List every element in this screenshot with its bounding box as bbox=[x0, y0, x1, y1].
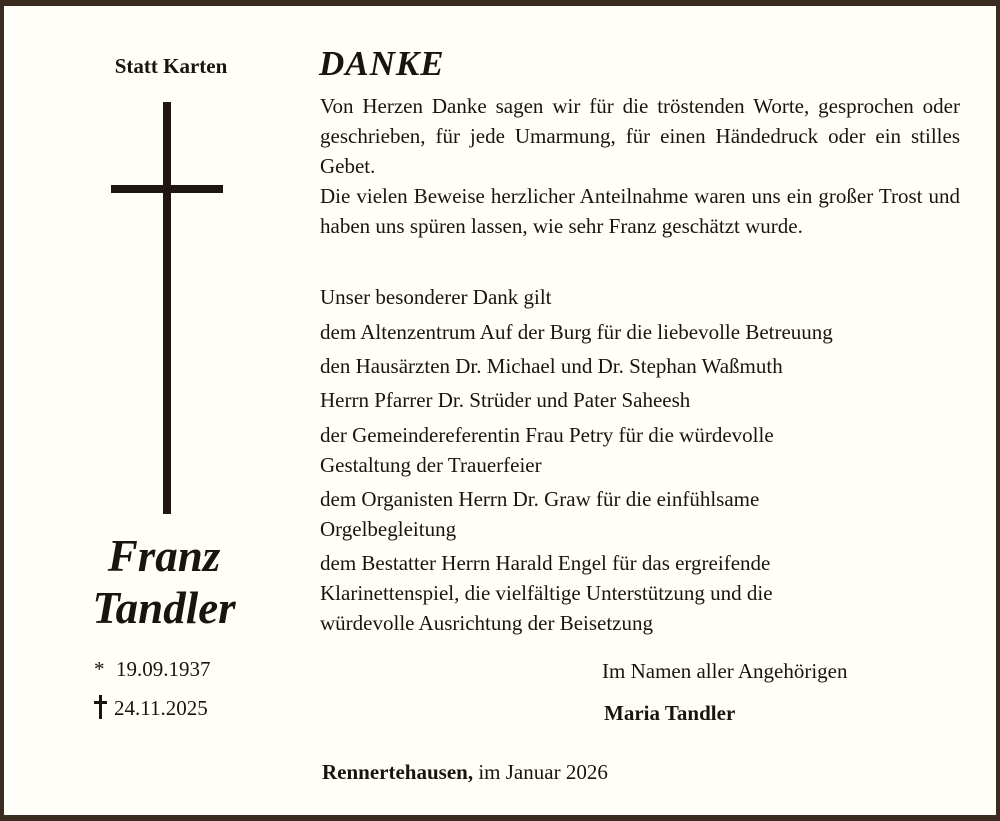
birth-date: 19.09.1937 bbox=[116, 657, 211, 681]
thanks-item-line: Herrn Pfarrer Dr. Strüder und Pater Saheesh bbox=[320, 388, 691, 412]
thanks-item-line: dem Bestatter Herrn Harald Engel für das ergreifende bbox=[320, 551, 771, 575]
thanks-item bbox=[320, 548, 773, 638]
statt-karten-label: Statt Karten bbox=[114, 54, 228, 78]
thanks-item bbox=[320, 385, 690, 415]
date-text: im Januar 2026 bbox=[478, 760, 608, 784]
signer-name: Maria Tandler bbox=[604, 701, 736, 725]
birth-date-line bbox=[94, 657, 211, 682]
thanks-paragraph-2: Die vielen Beweise herzlicher Anteilnahme waren uns ein großer Trost und haben uns spüren lassen, wie sehr Franz geschätzt wurde. bbox=[320, 184, 960, 238]
thanks-item bbox=[320, 484, 759, 544]
thanks-item-line: würdevolle Ausrichtung der Beisetzung bbox=[320, 611, 654, 635]
thanks-item bbox=[320, 317, 833, 347]
thanks-intro: Unser besonderer Dank gilt bbox=[320, 285, 552, 309]
cross-icon bbox=[163, 102, 171, 514]
thanks-item bbox=[320, 351, 783, 381]
thanks-item-line: dem Organisten Herrn Dr. Graw für die einfühlsame bbox=[320, 487, 760, 511]
place-date-line bbox=[322, 760, 608, 785]
thanks-item-line: Orgelbegleitung bbox=[320, 517, 457, 541]
dagger-icon bbox=[94, 695, 106, 719]
on-behalf-text: Im Namen aller Angehörigen bbox=[602, 659, 848, 683]
thanks-item-line: Klarinettenspiel, die vielfältige Unterstützung und die bbox=[320, 581, 773, 605]
deceased-first-name: Franz bbox=[107, 531, 221, 581]
thanks-item-line: den Hausärzten Dr. Michael und Dr. Stephan Waßmuth bbox=[320, 354, 783, 378]
thanks-item-line: der Gemeindereferentin Frau Petry für die würdevolle bbox=[320, 423, 774, 447]
death-date: 24.11.2025 bbox=[114, 696, 208, 720]
thanks-item bbox=[320, 420, 774, 480]
place-name: Rennertehausen, bbox=[322, 760, 474, 784]
cross-icon-bar bbox=[111, 185, 223, 193]
deceased-last-name: Tandler bbox=[92, 583, 236, 633]
death-date-line bbox=[94, 695, 208, 721]
danke-heading: DANKE bbox=[319, 44, 445, 83]
thanks-item-line: dem Altenzentrum Auf der Burg für die liebevolle Betreuung bbox=[320, 320, 833, 344]
thanks-paragraph-1: Von Herzen Danke sagen wir für die tröstenden Worte, gesprochen oder geschrieben, für jede Umarmung, für einen Händedruck oder ein stilles Gebet. bbox=[320, 94, 960, 178]
thanks-item-line: Gestaltung der Trauerfeier bbox=[320, 453, 542, 477]
birth-symbol: * bbox=[94, 657, 105, 681]
